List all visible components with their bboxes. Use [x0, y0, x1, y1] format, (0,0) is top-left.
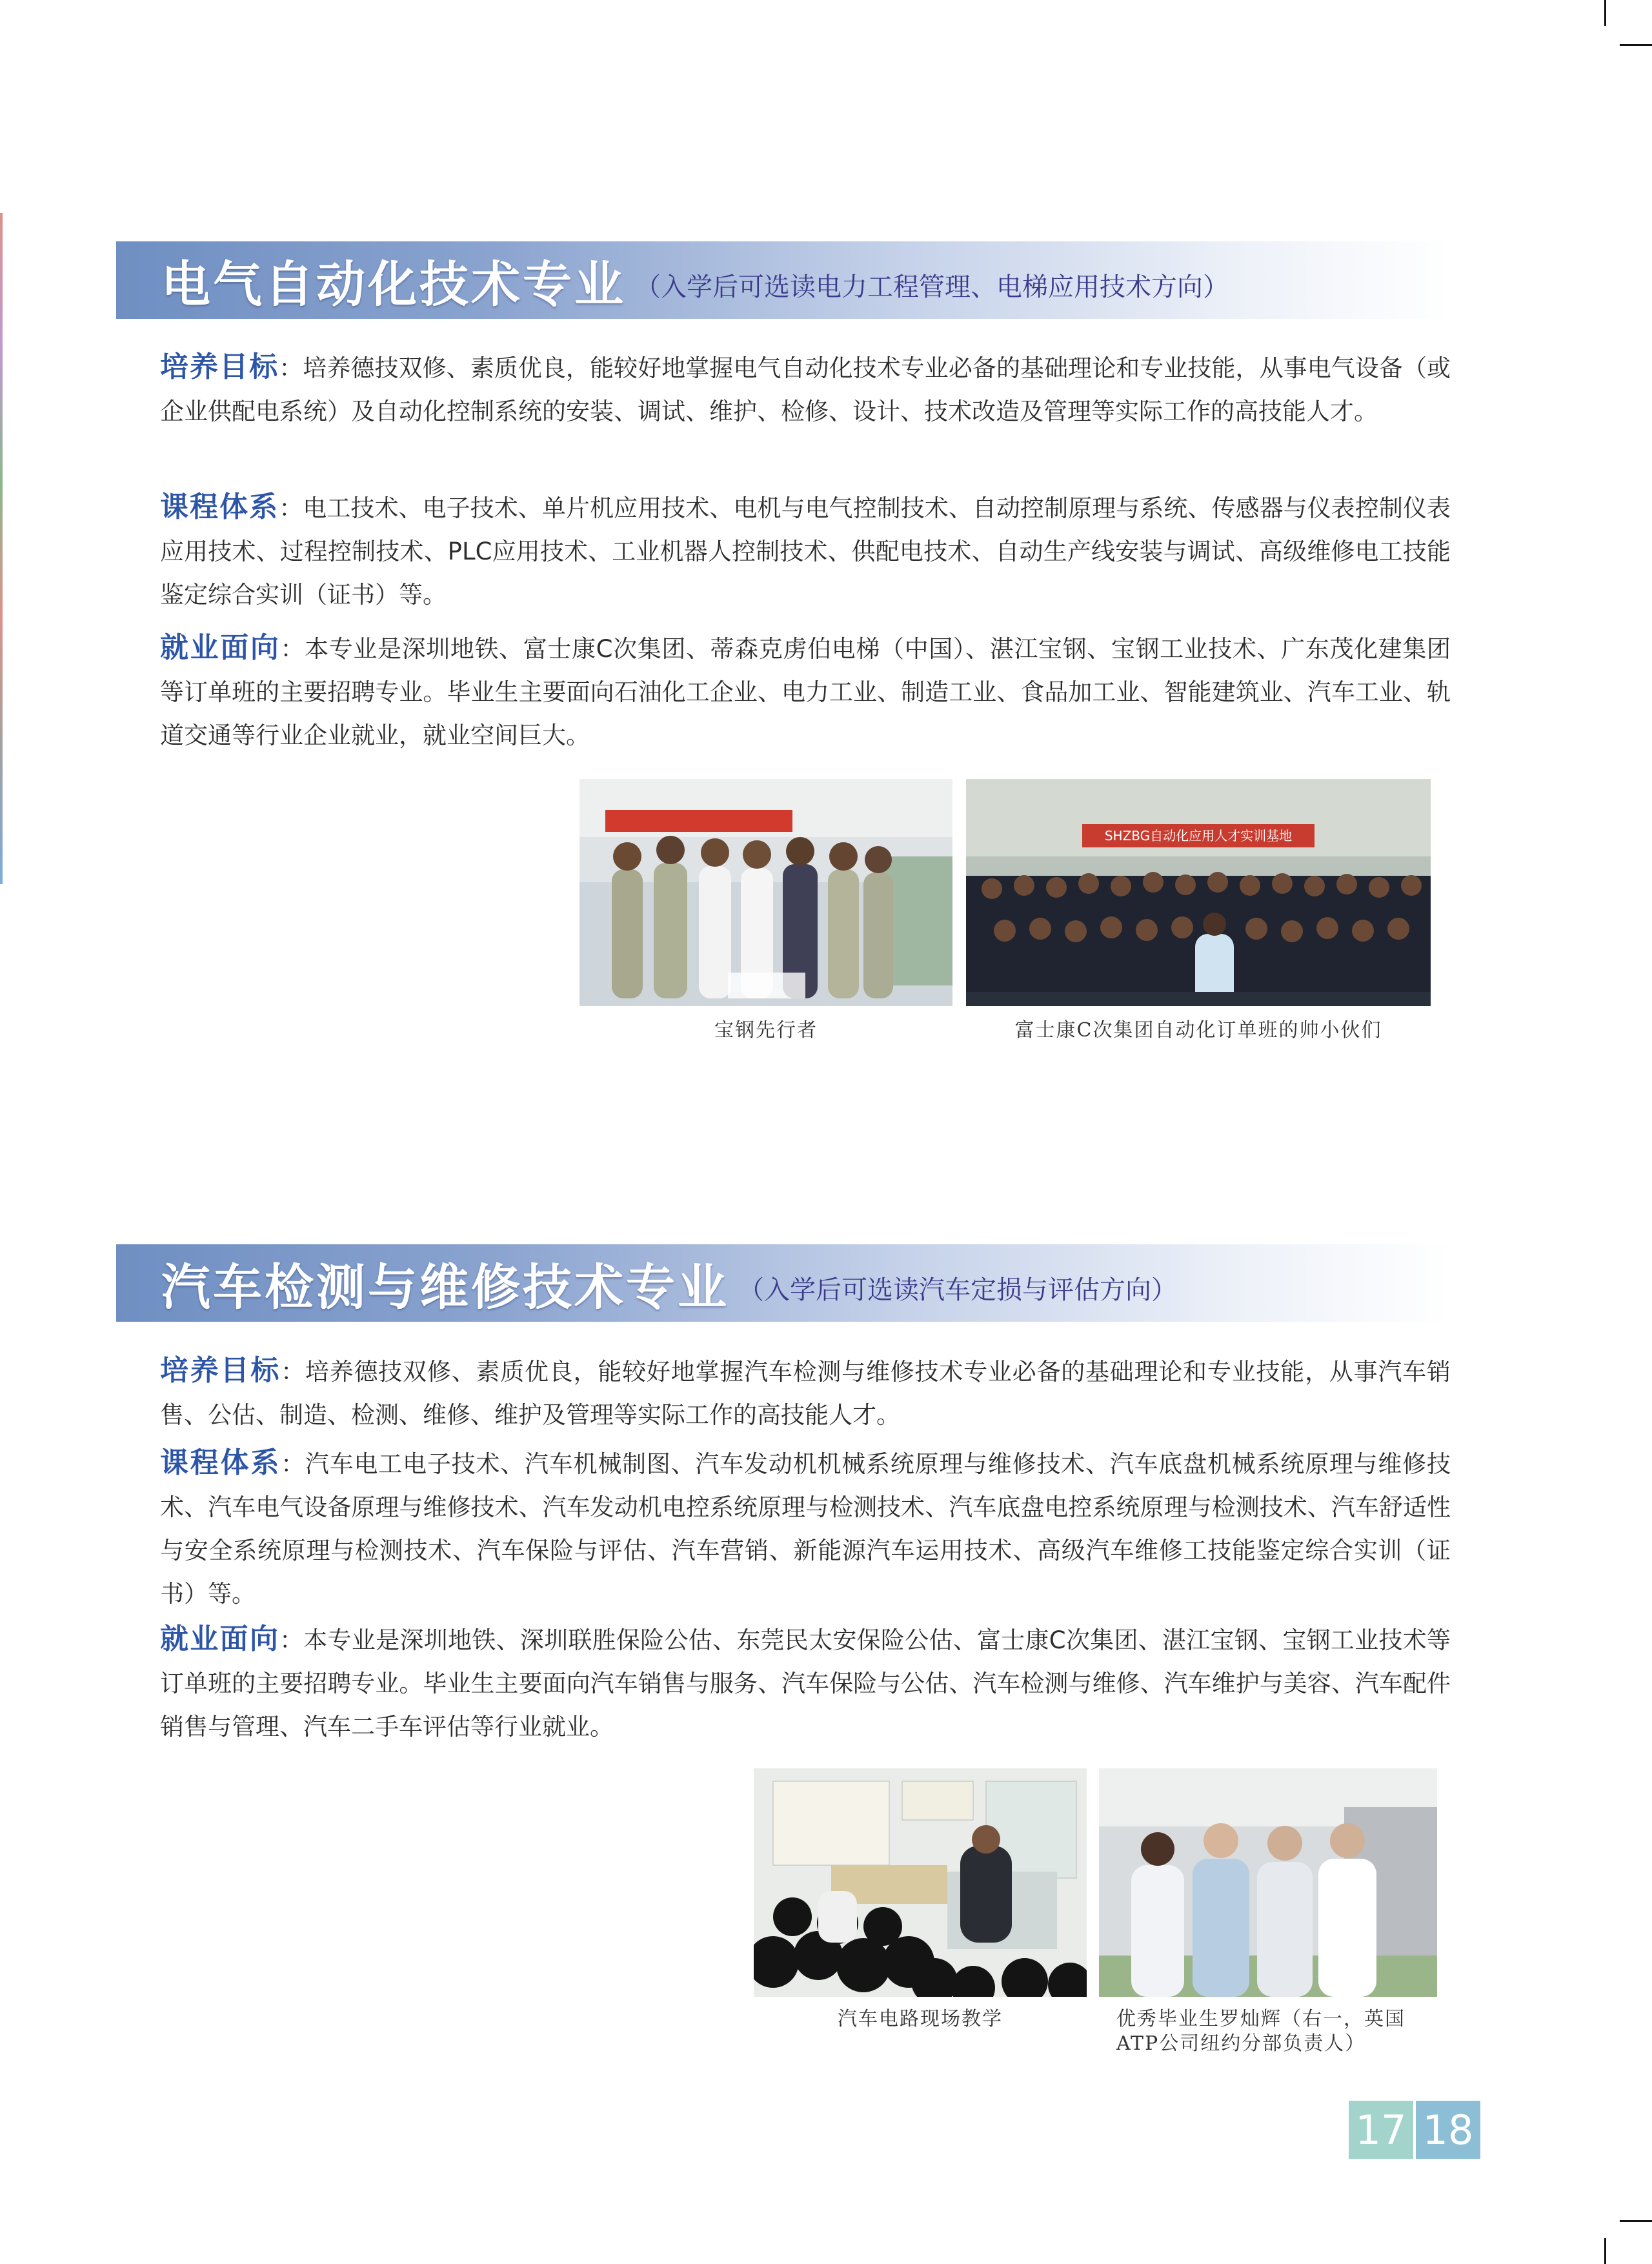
photo-baosteel-pioneers — [579, 779, 952, 1006]
employment — [160, 1617, 1451, 1748]
course-system — [160, 1441, 1451, 1615]
section-title: 汽车检测与维修技术专业 — [161, 1258, 729, 1316]
crop-mark — [1620, 44, 1652, 46]
section-subtitle: （入学后可选读电力工程管理、电梯应用技术方向） — [635, 272, 1229, 302]
course-system-label: 课程体系 — [160, 490, 279, 523]
page-number-left: 17 — [1349, 2101, 1413, 2159]
employment-text: ：本专业是深圳地铁、富士康C次集团、蒂森克虏伯电梯（中国）、湛江宝钢、宝钢工业技术、广东茂化建集团等订单班的主要招聘专业。毕业生主要面向石油化工企业、电力工业、制造工业、食品加工业、智能建筑业、汽车工业、轨道交通等行业企业就业，就业空间巨大。 — [160, 635, 1451, 749]
course-system-text: ：电工技术、电子技术、单片机应用技术、电机与电气控制技术、自动控制原理与系统、传感器与仪表控制仪表应用技术、过程控制技术、PLC应用技术、工业机器人控制技术、供配电技术、自动生产线安装与调试、高级维修电工技能鉴定综合实训（证书）等。 — [160, 494, 1451, 609]
photo2-banner-text: SHZBG自动化应用人才实训基地 — [1104, 828, 1293, 844]
photo1-caption: 宝钢先行者 — [714, 1019, 818, 1042]
course-system-text: ：汽车电工电子技术、汽车机械制图、汽车发动机机械系统原理与维修技术、汽车底盘机械系统原理与维修技术、汽车电气设备原理与维修技术、汽车发动机电控系统原理与检测技术、汽车底盘电控系统原理与检测技术、汽车舒适性与安全系统原理与检测技术、汽车保险与评估、汽车营销、新能源汽车运用技术、高级汽车维修工技能鉴定综合实训（证书）等。 — [160, 1450, 1451, 1608]
crop-mark — [1604, 0, 1606, 26]
section-header-electrical — [116, 241, 1452, 319]
photo3-caption: 汽车电路现场教学 — [838, 2008, 1003, 2030]
training-goal-label: 培养目标 — [160, 1354, 281, 1387]
employment-text: ：本专业是深圳地铁、深圳联胜保险公估、东莞民太安保险公估、富士康C次集团、湛江宝钢、宝钢工业技术等订单班的主要招聘专业。毕业生主要面向汽车销售与服务、汽车保险与公估、汽车检测与维修、汽车维护与美容、汽车配件销售与管理、汽车二手车评估等行业就业。 — [160, 1626, 1451, 1741]
training-goal-text: ：培养德技双修、素质优良，能较好地掌握汽车检测与维修技术专业必备的基础理论和专业技能，从事汽车销售、公估、制造、检测、维修、维护及管理等实际工作的高技能人才。 — [160, 1358, 1451, 1429]
employment-label: 就业面向 — [160, 631, 281, 664]
crop-mark — [1620, 2220, 1652, 2222]
photo-circuit-teaching — [754, 1768, 1087, 1997]
section-header-automotive — [116, 1244, 1452, 1322]
training-goal-label: 培养目标 — [160, 350, 279, 383]
training-goal — [160, 345, 1451, 433]
photo-foxconn-class — [966, 779, 1431, 1006]
photo-outstanding-graduate — [1099, 1768, 1437, 1997]
section-title: 电气自动化技术专业 — [161, 255, 626, 313]
employment-label: 就业面向 — [160, 1622, 280, 1655]
crop-mark — [1604, 2238, 1606, 2264]
training-goal-text: ：培养德技双修、素质优良，能较好地掌握电气自动化技术专业必备的基础理论和专业技能，从事电气设备（或企业供配电系统）及自动化控制系统的安装、调试、维护、检修、设计、技术改造及管理等实际工作的高技能人才。 — [160, 354, 1451, 425]
course-system — [160, 485, 1451, 616]
photo2-caption: 富士康C次集团自动化订单班的帅小伙们 — [1014, 1019, 1382, 1042]
course-system-label: 课程体系 — [160, 1446, 281, 1479]
page-number-right: 18 — [1416, 2101, 1480, 2159]
color-strip — [0, 213, 3, 884]
section-subtitle: （入学后可选读汽车定损与评估方向） — [738, 1275, 1177, 1305]
photo4-caption: 优秀毕业生罗灿辉（右一，英国ATP公司纽约分部负责人） — [1116, 2008, 1405, 2055]
employment — [160, 626, 1451, 757]
training-goal — [160, 1349, 1451, 1437]
